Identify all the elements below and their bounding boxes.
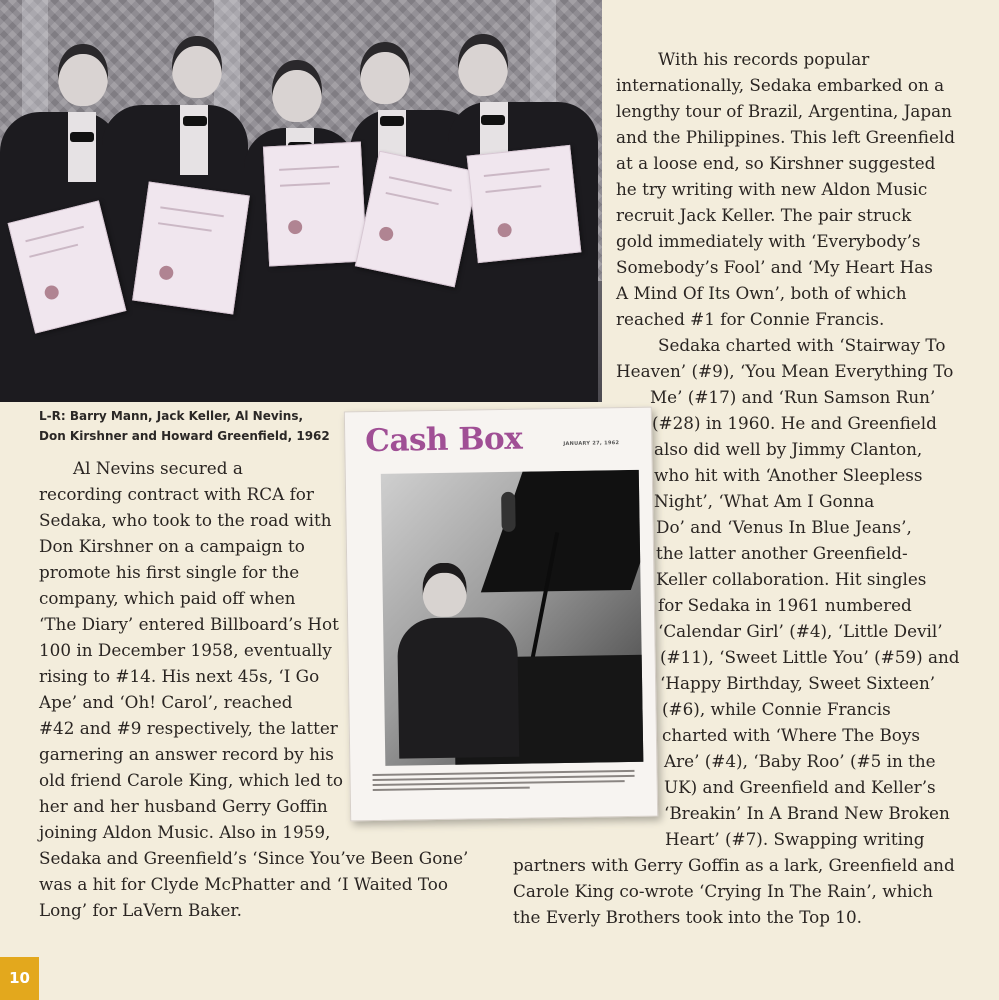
certificate	[132, 181, 250, 314]
text-line: Heaven’ (#9), ‘You Mean Everything To	[616, 361, 954, 381]
certificate	[263, 142, 367, 267]
group-photo	[0, 0, 602, 402]
photo-caption	[39, 406, 359, 446]
text-line: garnering an answer record by his	[39, 744, 334, 764]
text-line: Sedaka charted with ‘Stairway To	[658, 335, 946, 355]
text-line: lengthy tour of Brazil, Argentina, Japan	[616, 101, 952, 121]
text-line: (#28) in 1960. He and Greenfield	[652, 413, 937, 433]
text-line: UK) and Greenfield and Keller’s	[664, 777, 936, 797]
text-line: who hit with ‘Another Sleepless	[654, 465, 923, 485]
text-line: company, which paid off when	[39, 588, 296, 608]
text-line: Me’ (#17) and ‘Run Samson Run’	[650, 387, 936, 407]
text-line: Long’ for LaVern Baker.	[39, 900, 242, 920]
text-line: Ape’ and ‘Oh! Carol’, reached	[39, 692, 293, 712]
text-line: the latter another Greenfield-	[656, 543, 908, 563]
text-line: Keller collaboration. Hit singles	[656, 569, 927, 589]
caption-line: L-R: Barry Mann, Jack Keller, Al Nevins,	[39, 409, 304, 423]
text-line: Somebody’s Fool’ and ‘My Heart Has	[616, 257, 933, 277]
text-line: Al Nevins secured a	[73, 458, 243, 478]
right-column-text	[513, 46, 973, 930]
text-line: #42 and #9 respectively, the latter	[39, 718, 338, 738]
text-line: Sedaka, who took to the road with	[39, 510, 332, 530]
text-line: Are’ (#4), ‘Baby Roo’ (#5 in the	[664, 751, 936, 771]
text-line: Don Kirshner on a campaign to	[39, 536, 305, 556]
magazine-title: Cash Box	[364, 420, 523, 460]
text-line: ‘The Diary’ entered Billboard’s Hot	[39, 614, 339, 634]
text-line: for Sedaka in 1961 numbered	[658, 595, 912, 615]
text-line: ‘Calendar Girl’ (#4), ‘Little Devil’	[658, 621, 943, 641]
text-line: gold immediately with ‘Everybody’s	[616, 231, 921, 251]
text-line: rising to #14. His next 45s, ‘I Go	[39, 666, 320, 686]
text-line: ‘Breakin’ In A Brand New Broken	[664, 803, 950, 823]
page-number: 10	[0, 957, 39, 1000]
text-line: ‘Happy Birthday, Sweet Sixteen’	[660, 673, 936, 693]
magazine-date: JANUARY 27, 1962	[563, 440, 620, 447]
text-line: recruit Jack Keller. The pair struck	[616, 205, 912, 225]
text-line: Night’, ‘What Am I Gonna	[654, 491, 875, 511]
text-line: at a loose end, so Kirshner suggested	[616, 153, 936, 173]
text-line: partners with Gerry Goffin as a lark, Greenfield and	[513, 855, 955, 875]
text-line: promote his first single for the	[39, 562, 300, 582]
text-line: 100 in December 1958, eventually	[39, 640, 332, 660]
text-line: charted with ‘Where The Boys	[662, 725, 921, 745]
text-line: was a hit for Clyde McPhatter and ‘I Waited Too	[39, 874, 448, 894]
text-line: reached #1 for Connie Francis.	[616, 309, 885, 329]
text-line: also did well by Jimmy Clanton,	[654, 439, 923, 459]
text-line: old friend Carole King, which led to	[39, 770, 343, 790]
text-line: Carole King co-wrote ‘Crying In The Rain’, which	[513, 881, 933, 901]
text-line: he try writing with new Aldon Music	[616, 179, 928, 199]
text-line: (#6), while Connie Francis	[662, 699, 891, 719]
text-line: Heart’ (#7). Swapping writing	[665, 829, 925, 849]
text-line: Sedaka and Greenfield’s ‘Since You’ve Been Gone’	[39, 848, 469, 868]
text-line: recording contract with RCA for	[39, 484, 314, 504]
text-line: With his records popular	[658, 49, 870, 69]
text-line: internationally, Sedaka embarked on a	[616, 75, 945, 95]
text-line: (#11), ‘Sweet Little You’ (#59) and	[660, 647, 960, 667]
text-line: the Everly Brothers took into the Top 10.	[513, 907, 862, 927]
caption-line: Don Kirshner and Howard Greenfield, 1962	[39, 429, 330, 443]
text-line: joining Aldon Music. Also in 1959,	[39, 822, 331, 842]
text-line: her and her husband Gerry Goffin	[39, 796, 328, 816]
left-column-text	[39, 455, 469, 923]
text-line: Do’ and ‘Venus In Blue Jeans’,	[656, 517, 912, 537]
text-line: and the Philippines. This left Greenfield	[616, 127, 956, 147]
text-line: A Mind Of Its Own’, both of which	[616, 283, 907, 303]
